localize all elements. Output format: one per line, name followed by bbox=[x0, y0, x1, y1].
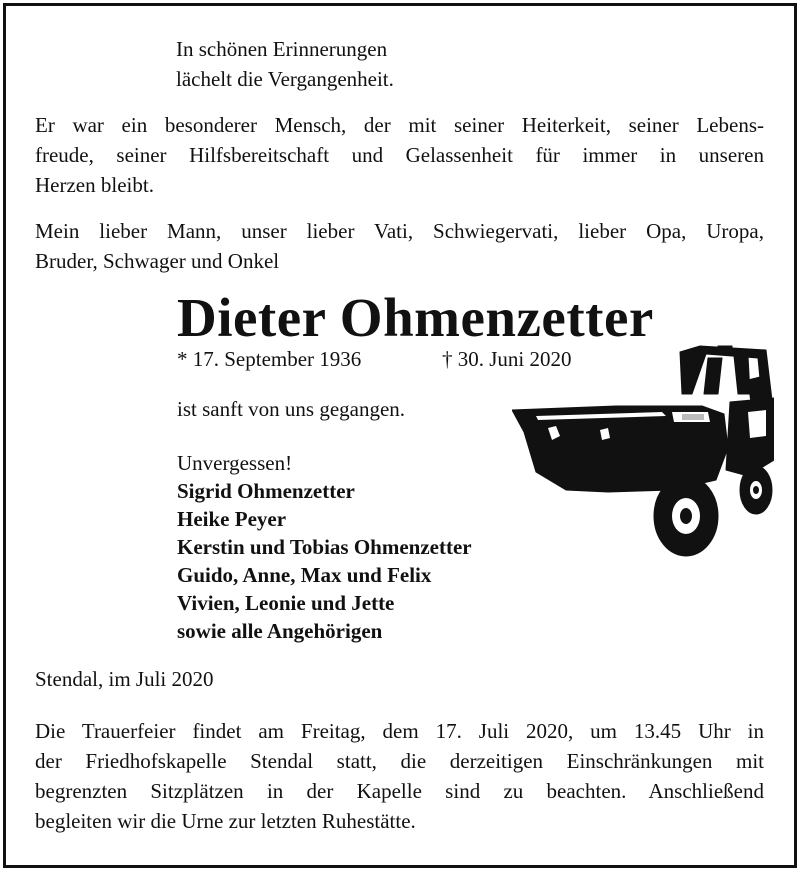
mourners-list bbox=[177, 449, 472, 645]
mourner-name: Heike Peyer bbox=[177, 507, 287, 531]
tribute-line: Herzen bleibt. bbox=[35, 173, 154, 197]
funeral-line: der Friedhofskapelle Stendal statt, die derzeitigen Einschränkungen mit bbox=[35, 749, 764, 773]
mourner-name: Vivien, Leonie und Jette bbox=[177, 591, 395, 615]
relation-line: Bruder, Schwager und Onkel bbox=[35, 249, 280, 273]
obituary-notice bbox=[3, 3, 797, 868]
motto bbox=[176, 34, 394, 94]
funeral-line: begleiten wir die Urne zur letzten Ruhestätte. bbox=[35, 809, 416, 833]
mourner-name: sowie alle Angehörigen bbox=[177, 619, 383, 643]
relation-line: Mein lieber Mann, unser lieber Vati, Schwiegervati, lieber Opa, Uropa, bbox=[35, 219, 764, 243]
mourner-name: Guido, Anne, Max und Felix bbox=[177, 563, 432, 587]
dumper-truck-icon bbox=[512, 340, 774, 558]
motto-line: lächelt die Vergangenheit. bbox=[176, 67, 394, 91]
place-date: Stendal, im Juli 2020 bbox=[35, 667, 214, 691]
funeral-line: begrenzten Sitzplätzen in der Kapelle sind zu beachten. Anschließend bbox=[35, 779, 764, 803]
unforgotten-label: Unvergessen! bbox=[177, 451, 293, 475]
tribute-paragraph bbox=[35, 110, 764, 200]
funeral-details bbox=[35, 716, 764, 836]
mourner-name: Kerstin und Tobias Ohmenzetter bbox=[177, 535, 472, 559]
tribute-line: freude, seiner Hilfsbereitschaft und Gelassenheit für immer in unseren bbox=[35, 143, 764, 167]
funeral-line: Die Trauerfeier findet am Freitag, dem 17. Juli 2020, um 13.45 Uhr in bbox=[35, 719, 764, 743]
relation-paragraph bbox=[35, 216, 764, 276]
mourner-name: Sigrid Ohmenzetter bbox=[177, 479, 355, 503]
tribute-line: Er war ein besonderer Mensch, der mit seiner Heiterkeit, seiner Lebens- bbox=[35, 113, 764, 137]
birth-date: * 17. September 1936 bbox=[177, 347, 362, 371]
deceased-name: Dieter Ohmenzetter bbox=[177, 287, 654, 348]
death-date: † 30. Juni 2020 bbox=[442, 347, 572, 371]
motto-line: In schönen Erinnerungen bbox=[176, 37, 388, 61]
passed-text: ist sanft von uns gegangen. bbox=[177, 397, 406, 421]
